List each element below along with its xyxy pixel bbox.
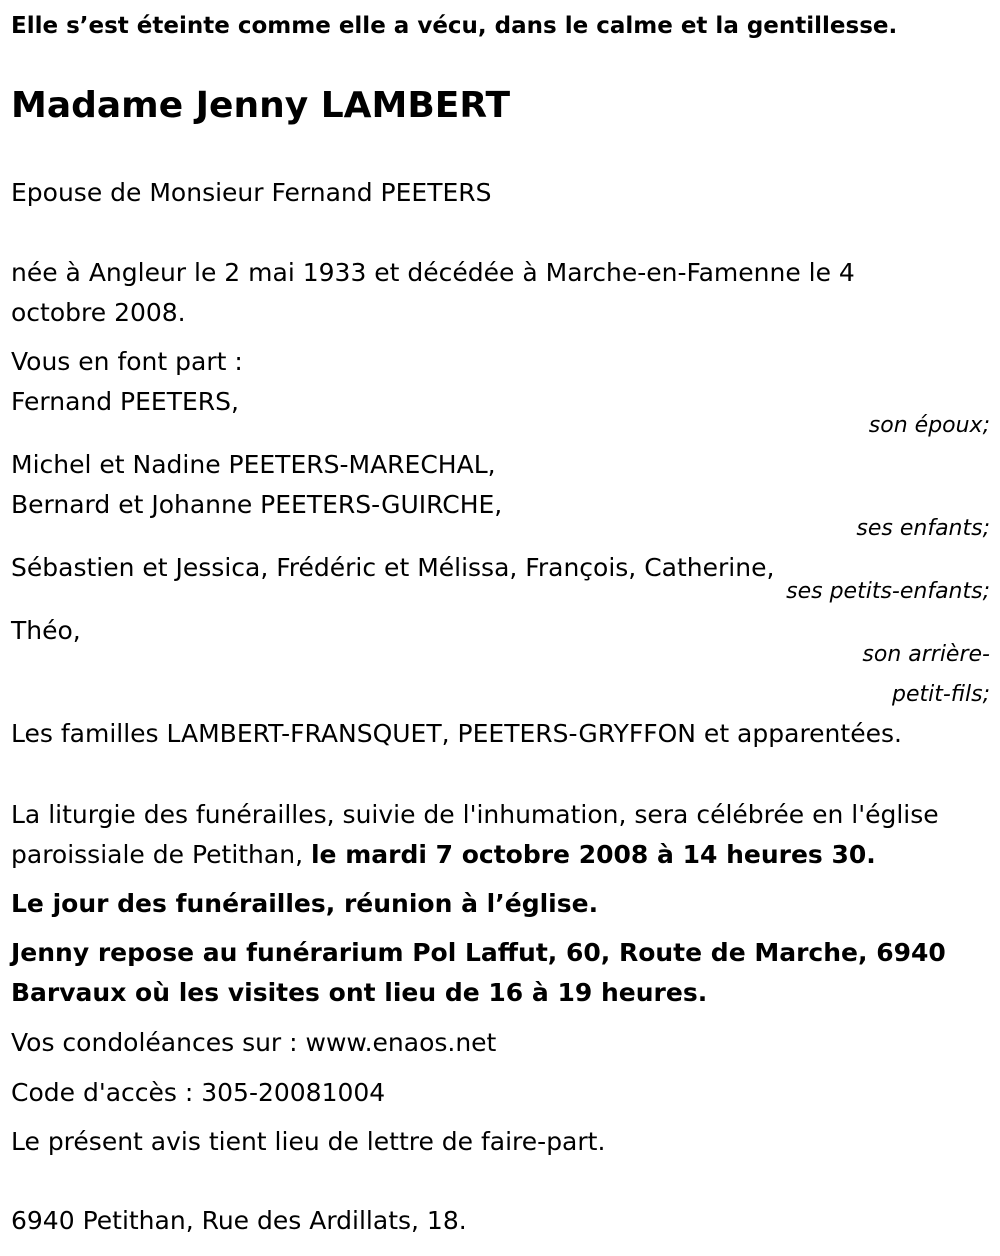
birth-death-line-1: née à Angleur le 2 mai 1933 et décédée à Marche-en-Famenne le 4 (11, 258, 855, 287)
condolences-line: Vos condoléances sur : www.enaos.net (11, 1028, 497, 1057)
children-line-1: Michel et Nadine PEETERS-MARECHAL, (11, 450, 496, 479)
husband-role: son époux; (868, 413, 990, 438)
grandchildren-names: Sébastien et Jessica, Frédéric et Mélissa, François, Catherine, (11, 553, 775, 582)
address-line: 6940 Petithan, Rue des Ardillats, 18. (11, 1206, 467, 1235)
great-grandchild-name: Théo, (11, 616, 81, 645)
children-line-2: Bernard et Johanne PEETERS-GUIRCHE, (11, 490, 503, 519)
motto: Elle s’est éteinte comme elle a vécu, dans le calme et la gentillesse. (11, 13, 898, 39)
liturgy-line-2 (11, 835, 876, 875)
spouse-line: Epouse de Monsieur Fernand PEETERS (11, 178, 492, 207)
birth-death-line-2: octobre 2008. (11, 298, 186, 327)
liturgy-location: paroissiale de Petithan, (11, 840, 311, 869)
funeral-date-time: le mardi 7 octobre 2008 à 14 heures 30. (310, 840, 876, 869)
liturgy-line-1: La liturgie des funérailles, suivie de l'inhumation, sera célébrée en l'église (11, 800, 939, 829)
intro-line: Vous en font part : (11, 347, 243, 376)
grandchildren-role: ses petits-enfants; (786, 579, 990, 604)
great-grandchild-role-2: petit-fils; (891, 682, 990, 707)
families-line: Les familles LAMBERT-FRANSQUET, PEETERS-GRYFFON et apparentées. (11, 719, 902, 748)
repose-line-2: Barvaux où les visites ont lieu de 16 à 19 heures. (11, 978, 708, 1007)
husband-name: Fernand PEETERS, (11, 387, 239, 416)
great-grandchild-role-1: son arrière- (862, 642, 990, 667)
children-role: ses enfants; (856, 516, 990, 541)
meeting-line: Le jour des funérailles, réunion à l’église. (11, 889, 599, 918)
deceased-name: Madame Jenny LAMBERT (11, 85, 511, 126)
notice-line: Le présent avis tient lieu de lettre de faire-part. (11, 1127, 606, 1156)
access-code-line: Code d'accès : 305-20081004 (11, 1078, 386, 1107)
repose-line-1: Jenny repose au funérarium Pol Laffut, 60, Route de Marche, 6940 (11, 938, 946, 967)
